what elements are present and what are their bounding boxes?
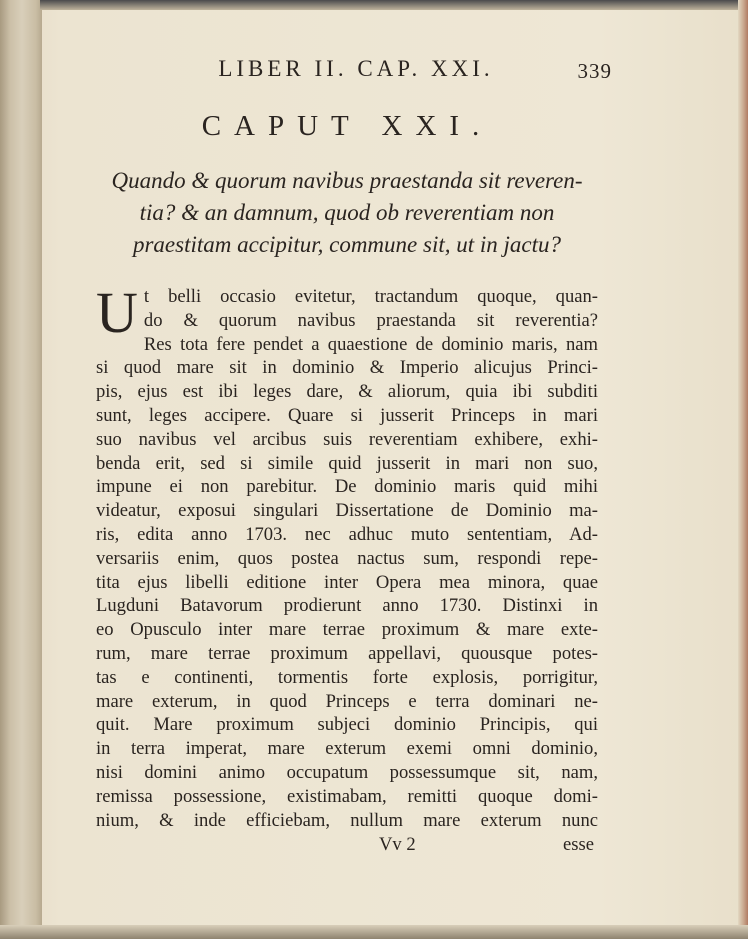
running-head-title: LIBER II. CAP. XXI.	[218, 56, 494, 81]
text-line: Lugduni Batavorum prodierunt anno 1730. Distinxi in	[96, 595, 598, 617]
text-line: si quod mare sit in dominio & Imperio alicujus Princi-	[96, 357, 598, 379]
page-top-edge	[40, 0, 748, 10]
text-line: nium, & inde efficiebam, nullum mare exterum nunc	[96, 809, 598, 831]
text-line: suo navibus vel arcibus suis reverentiam exhibere, exhi-	[96, 428, 598, 450]
text-line: t belli occasio evitetur, tractandum quoque, quan-	[143, 286, 598, 307]
rubric-line: tia? & an damnum, quod ob reverentiam non	[139, 200, 555, 225]
chapter-title: CAPUT XXI.	[201, 110, 493, 142]
text-line: in terra imperat, mare exterum exemi omni dominio,	[96, 738, 598, 760]
page-footer	[96, 834, 598, 858]
text-line: videatur, exposui singulari Dissertatione de Dominio ma-	[96, 500, 598, 522]
text-line: remissa possessione, existimabam, remitti quoque domi-	[96, 785, 598, 807]
text-line: versariis enim, quos postea nactus sum, respondi repe-	[96, 547, 598, 569]
body-text	[96, 280, 598, 832]
text-line: nisi domini animo occupatum possessumque sit, nam,	[96, 761, 598, 783]
page	[96, 56, 612, 858]
text-line: benda erit, sed si simile quid jusserit in mari non suo,	[96, 452, 598, 474]
chapter-rubric	[96, 165, 598, 261]
text-line: sunt, leges accipere. Quare si jusserit Princeps in mari	[96, 404, 598, 426]
signature-mark: Vv 2	[379, 834, 416, 856]
text-line: quit. Mare proximum subjeci dominio Principis, qui	[96, 714, 598, 736]
rubric-line: Quando & quorum navibus praestanda sit reveren-	[111, 168, 583, 193]
text-line: do & quorum navibus praestanda sit reverentia?	[143, 309, 598, 331]
text-line: rum, mare terrae proximum appellavi, quousque potes-	[96, 642, 598, 664]
text-line: Res tota fere pendet a quaestione de dominio maris, nam	[143, 333, 598, 355]
page-fore-edge	[738, 0, 748, 939]
text-line: impune ei non parebitur. De dominio maris quid mihi	[96, 476, 598, 498]
text-line: eo Opusculo inter mare terrae proximum & mare exte-	[96, 619, 598, 641]
running-head	[96, 56, 612, 86]
rubric-line: praestitam accipitur, commune sit, ut in jactu?	[132, 232, 561, 257]
text-line: tita ejus libelli editione inter Opera mea minora, quae	[96, 571, 598, 593]
text-line: ris, edita anno 1703. nec adhuc muto sententiam, Ad-	[96, 523, 598, 545]
page-bottom-edge	[0, 925, 748, 939]
page-number: 339	[577, 59, 612, 83]
drop-cap: U	[96, 280, 138, 345]
text-line: tas e continenti, tormentis forte explosis, porrigitur,	[96, 666, 598, 688]
catchword: esse	[563, 834, 594, 856]
book-gutter	[0, 0, 42, 939]
text-line: mare exterum, in quod Princeps e terra dominari ne-	[96, 690, 598, 712]
text-line: pis, ejus est ibi leges dare, & aliorum, quia ibi subditi	[96, 381, 598, 403]
